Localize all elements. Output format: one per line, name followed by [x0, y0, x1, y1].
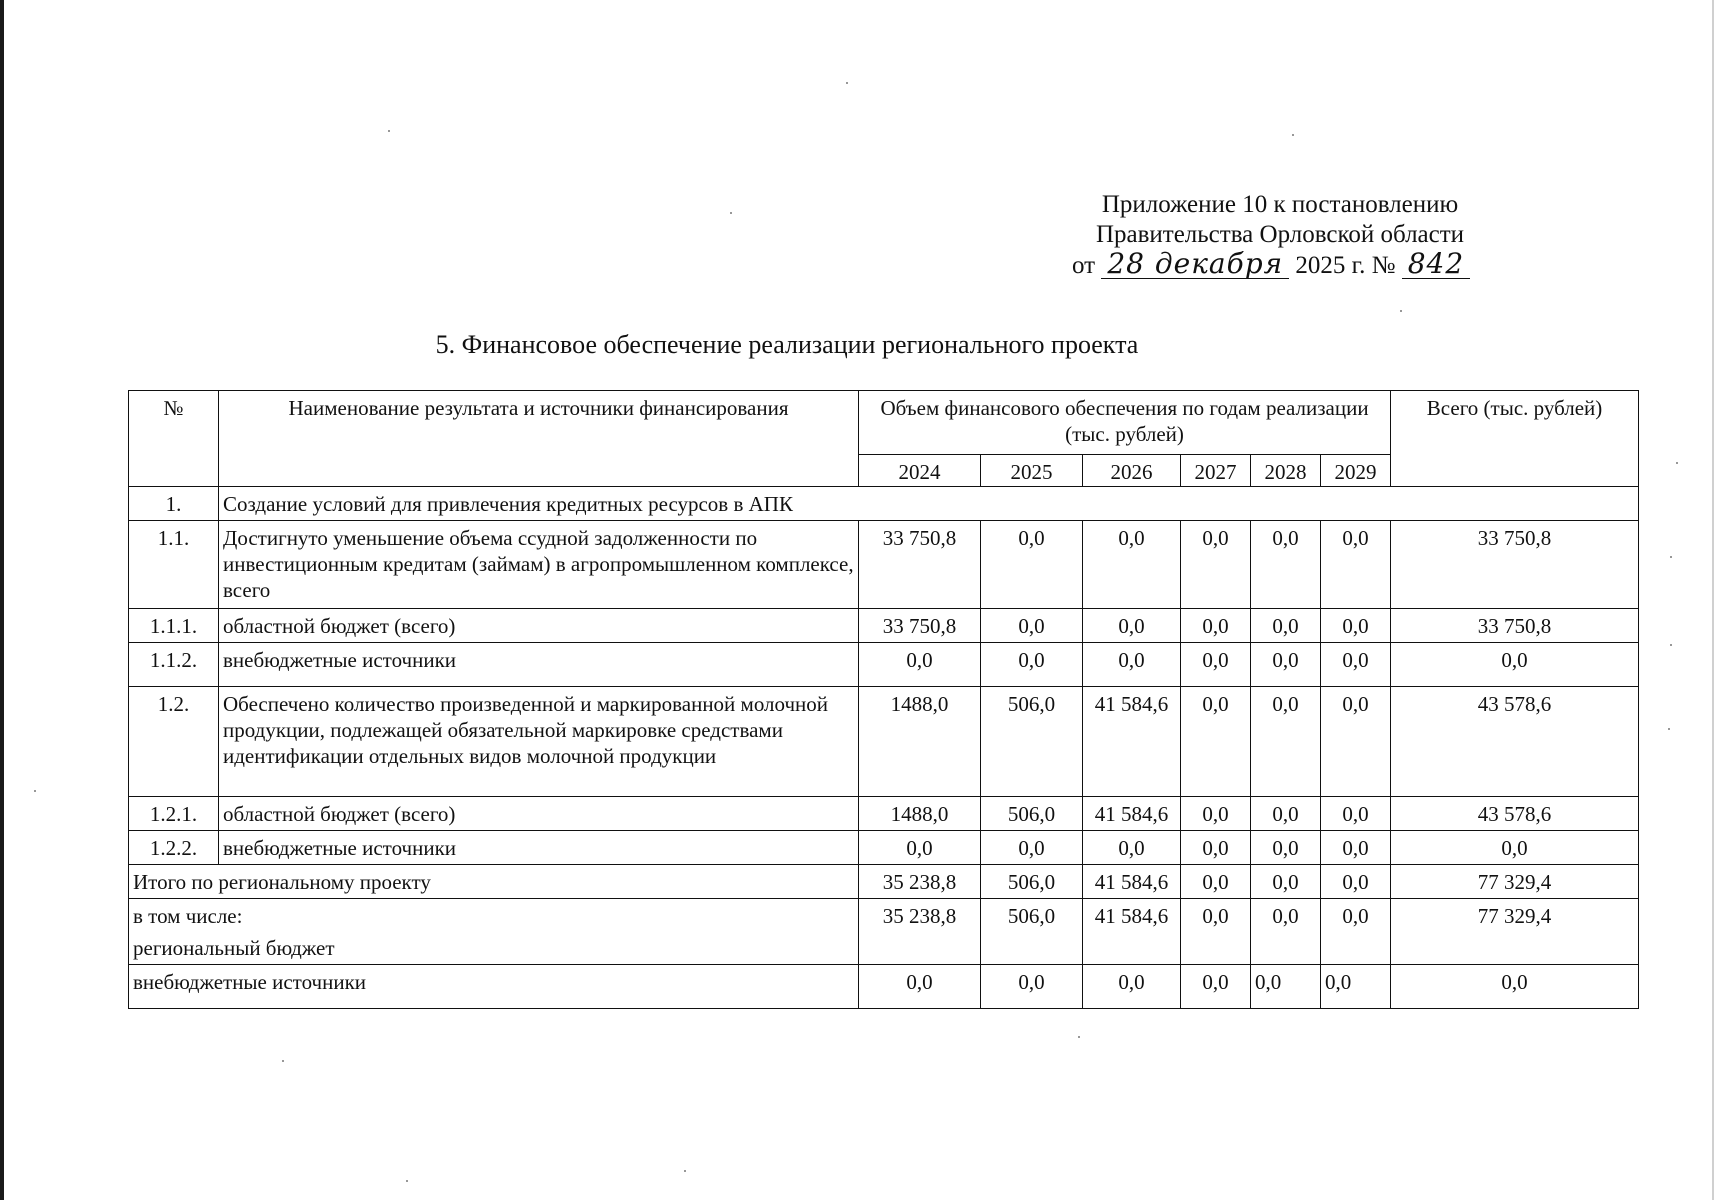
summary-total: 0,0 — [1391, 965, 1639, 1009]
row-no: 1.1.2. — [129, 643, 219, 687]
scan-speck — [1668, 728, 1670, 730]
header-no: № — [129, 391, 219, 487]
row-value: 41 584,6 — [1083, 687, 1181, 797]
row-value: 0,0 — [1321, 521, 1391, 609]
row-total: 0,0 — [1391, 831, 1639, 865]
row-no: 1.2.1. — [129, 797, 219, 831]
table-row — [129, 831, 1639, 865]
scan-edge-left — [0, 0, 4, 1200]
row-name: внебюджетные источники — [219, 643, 859, 687]
appendix-year: 2025 г. № — [1295, 252, 1396, 279]
appendix-line-2: Правительства Орловской области — [1095, 221, 1465, 248]
summary-value: 0,0 — [1251, 899, 1321, 965]
summary-value: 0,0 — [1251, 865, 1321, 899]
summary-value: 506,0 — [981, 899, 1083, 965]
row-name: Обеспечено количество произведенной и маркированной молочной продукции, подлежащей обязательной маркировке средствами идентификации отдельных видов молочной продукции — [219, 687, 859, 797]
scan-speck — [406, 1180, 408, 1182]
scan-speck — [730, 212, 732, 214]
summary-value: 0,0 — [1181, 965, 1251, 1009]
appendix-line-1: Приложение 10 к постановлению — [1101, 191, 1459, 218]
row-name: областной бюджет (всего) — [219, 797, 859, 831]
scan-speck — [1292, 134, 1294, 136]
row-name: Достигнуто уменьшение объема ссудной задолженности по инвестиционным кредитам (займам) в агропромышленном комплексе, всего — [219, 521, 859, 609]
row-name: областной бюджет (всего) — [219, 609, 859, 643]
summary-row — [129, 965, 1639, 1009]
summary-value: 0,0 — [1181, 899, 1251, 965]
summary-value: 41 584,6 — [1083, 899, 1181, 965]
summary-value: 35 238,8 — [859, 899, 981, 965]
summary-value: 0,0 — [981, 965, 1083, 1009]
row-value: 0,0 — [1251, 521, 1321, 609]
row-value: 0,0 — [1251, 687, 1321, 797]
row-value: 0,0 — [1083, 521, 1181, 609]
row-value: 0,0 — [1321, 687, 1391, 797]
row-value: 33 750,8 — [859, 521, 981, 609]
row-value: 0,0 — [1251, 643, 1321, 687]
summary-total: 77 329,4 — [1391, 899, 1639, 965]
row-value: 0,0 — [1321, 831, 1391, 865]
scan-speck — [34, 790, 36, 792]
row-total: 33 750,8 — [1391, 521, 1639, 609]
summary-value: 506,0 — [981, 865, 1083, 899]
scan-speck — [846, 82, 848, 84]
row-value: 0,0 — [1251, 797, 1321, 831]
row-total: 43 578,6 — [1391, 797, 1639, 831]
summary-row — [129, 899, 1639, 965]
summary-total: 77 329,4 — [1391, 865, 1639, 899]
row-value: 0,0 — [1181, 643, 1251, 687]
row-value: 0,0 — [981, 643, 1083, 687]
appendix-line-3 — [1060, 247, 1500, 281]
summary-value: 0,0 — [859, 965, 981, 1009]
appendix-block — [1060, 190, 1500, 281]
summary-value: 0,0 — [1083, 965, 1181, 1009]
summary-value: 41 584,6 — [1083, 865, 1181, 899]
row-no: 1.2. — [129, 687, 219, 797]
row-value: 33 750,8 — [859, 609, 981, 643]
summary-value: 0,0 — [1321, 899, 1391, 965]
summary-row — [129, 865, 1639, 899]
scan-speck — [282, 1060, 284, 1062]
row-value: 0,0 — [1181, 831, 1251, 865]
scan-speck — [1670, 644, 1672, 646]
row-value: 0,0 — [1083, 643, 1181, 687]
row-value: 1488,0 — [859, 687, 981, 797]
header-year: 2026 — [1083, 455, 1181, 487]
row-value: 0,0 — [1321, 609, 1391, 643]
row-no: 1. — [129, 487, 219, 521]
appendix-prefix: от — [1072, 252, 1096, 279]
row-value: 0,0 — [981, 521, 1083, 609]
row-value: 0,0 — [1181, 687, 1251, 797]
table-row — [129, 521, 1639, 609]
summary-value: 0,0 — [1251, 965, 1321, 1009]
financing-table — [128, 390, 1639, 1009]
row-value: 0,0 — [1083, 609, 1181, 643]
scan-speck — [1078, 1036, 1080, 1038]
handwritten-date: 28 декабря — [1101, 250, 1289, 279]
row-name: внебюджетные источники — [219, 831, 859, 865]
header-total: Всего (тыс. рублей) — [1391, 391, 1639, 487]
row-value: 0,0 — [1321, 797, 1391, 831]
row-no: 1.1.1. — [129, 609, 219, 643]
summary-label — [129, 899, 859, 965]
row-name: Создание условий для привлечения кредитных ресурсов в АПК — [219, 487, 1639, 521]
row-value: 506,0 — [981, 687, 1083, 797]
scan-speck — [1676, 462, 1678, 464]
table-row — [129, 797, 1639, 831]
document-title — [0, 330, 1714, 360]
row-value: 0,0 — [981, 831, 1083, 865]
row-no: 1.2.2. — [129, 831, 219, 865]
row-value: 0,0 — [1251, 831, 1321, 865]
row-value: 506,0 — [981, 797, 1083, 831]
header-year: 2029 — [1321, 455, 1391, 487]
row-value: 0,0 — [859, 831, 981, 865]
row-value: 0,0 — [1181, 797, 1251, 831]
row-value: 0,0 — [1321, 643, 1391, 687]
scan-speck — [1670, 556, 1672, 558]
row-total: 43 578,6 — [1391, 687, 1639, 797]
row-value: 0,0 — [981, 609, 1083, 643]
handwritten-number: 842 — [1402, 250, 1470, 279]
row-value: 0,0 — [1083, 831, 1181, 865]
row-value: 1488,0 — [859, 797, 981, 831]
summary-label-line2: региональный бюджет — [133, 936, 335, 960]
row-value: 0,0 — [1181, 521, 1251, 609]
scan-speck — [684, 1170, 686, 1172]
summary-label-line1: в том числе: — [133, 904, 243, 928]
table-row — [129, 487, 1639, 521]
row-total: 0,0 — [1391, 643, 1639, 687]
scan-speck — [1400, 310, 1402, 312]
header-name: Наименование результата и источники финансирования — [219, 391, 859, 487]
table-row — [129, 687, 1639, 797]
summary-label: Итого по региональному проекту — [129, 865, 859, 899]
row-value: 0,0 — [1251, 609, 1321, 643]
document-title-text: 5. Финансовое обеспечение реализации регионального проекта — [435, 330, 1139, 359]
summary-value: 0,0 — [1321, 965, 1391, 1009]
header-year: 2024 — [859, 455, 981, 487]
row-value: 41 584,6 — [1083, 797, 1181, 831]
table-row — [129, 643, 1639, 687]
header-year: 2028 — [1251, 455, 1321, 487]
summary-value: 35 238,8 — [859, 865, 981, 899]
summary-label: внебюджетные источники — [129, 965, 859, 1009]
table-row — [129, 609, 1639, 643]
header-volume: Объем финансового обеспечения по годам реализации (тыс. рублей) — [859, 391, 1391, 455]
header-year: 2025 — [981, 455, 1083, 487]
row-no: 1.1. — [129, 521, 219, 609]
row-total: 33 750,8 — [1391, 609, 1639, 643]
summary-value: 0,0 — [1181, 865, 1251, 899]
scan-speck — [388, 130, 390, 132]
summary-value: 0,0 — [1321, 865, 1391, 899]
row-value: 0,0 — [1181, 609, 1251, 643]
header-year: 2027 — [1181, 455, 1251, 487]
row-value: 0,0 — [859, 643, 981, 687]
